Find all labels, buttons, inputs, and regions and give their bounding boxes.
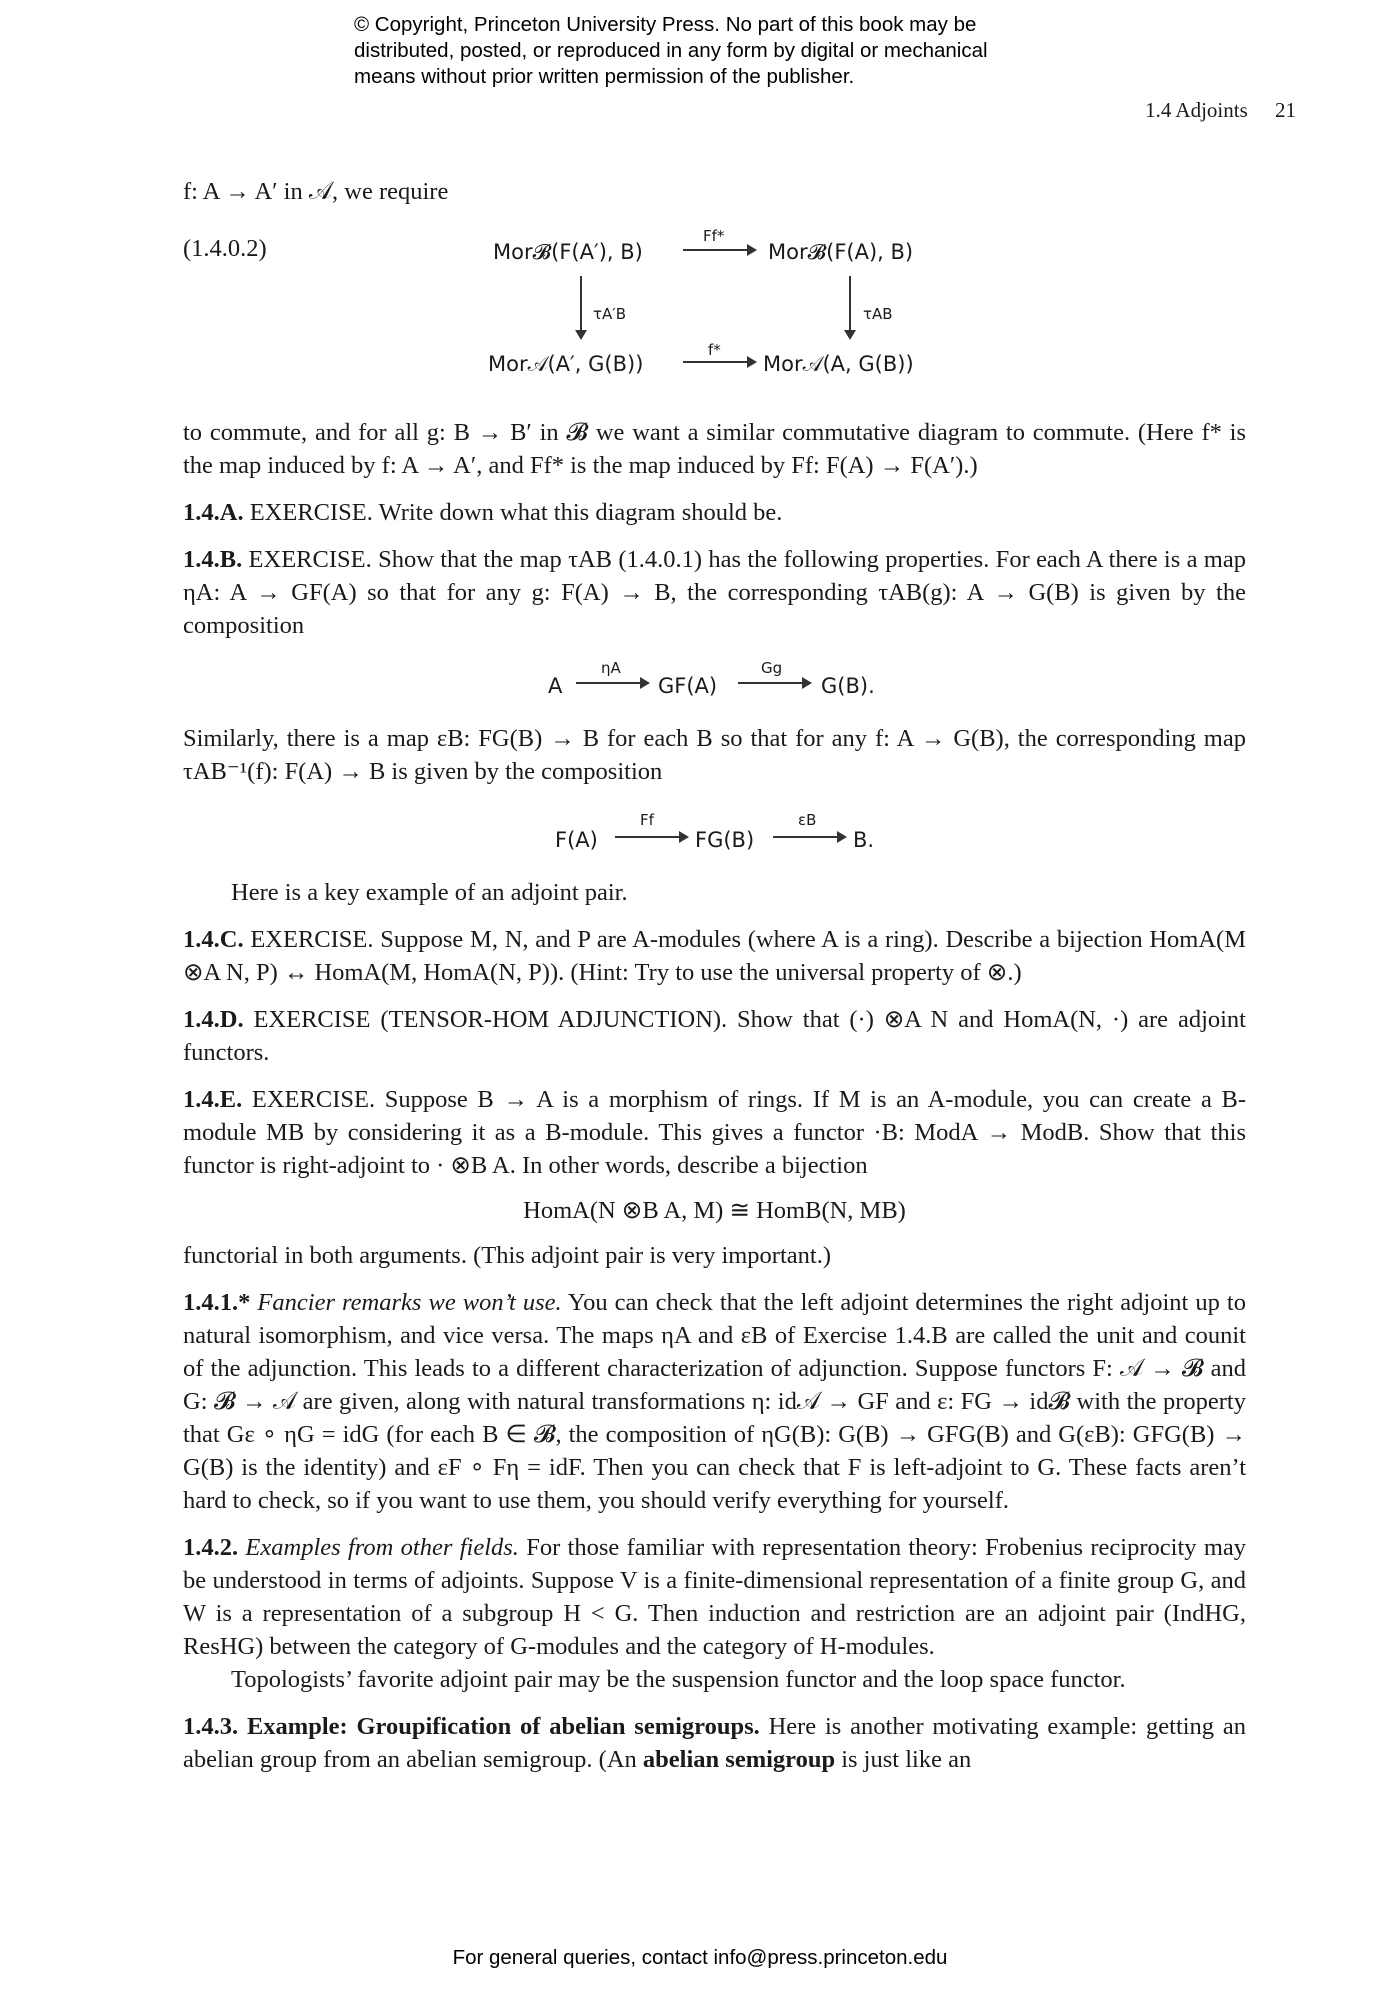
diagram-bottom-right: Mor𝒜(A, G(B)): [763, 352, 914, 376]
chain-arrow-label: Gg: [761, 659, 783, 677]
copyright-line-1: © Copyright, Princeton University Press. No part of this book may be: [354, 13, 977, 36]
section-title: 1.4 Adjoints: [1145, 98, 1248, 122]
composition-chain-2: [183, 802, 1246, 862]
exercise-text: EXERCISE. Suppose B → A is a morphism of rings. If M is an A-module, you can create a B-module MB by considering it as a B-module. This gives a functor ·B: ModA → ModB. Show that this functor is right-adjoint to · ⊗B A. In other words, describe a bijection: [183, 1086, 1246, 1179]
right-arrow: [849, 276, 851, 338]
exercise-text: EXERCISE. Show that the map τAB (1.4.0.1) has the following properties. For each A there is a map ηA: A → GF(A) so that for any g: F(A) → B, the corresponding τAB(g): A → G(B) is given by the composition: [183, 546, 1246, 639]
diagram-top-left: Mor𝓑(F(A′), B): [493, 240, 643, 264]
bold-term: abelian semigroup: [642, 1746, 836, 1773]
exercise-number: 1.4.E.: [183, 1086, 243, 1113]
exercise-1-4-a: [183, 496, 1246, 529]
section-number: 1.4.2.: [183, 1534, 239, 1561]
diagram-top-right: Mor𝓑(F(A), B): [768, 240, 914, 264]
chain-object-b: FG(B): [695, 828, 755, 852]
section-number: 1.4.1.*: [183, 1289, 251, 1316]
exercise-number: 1.4.D.: [183, 1006, 244, 1033]
copyright-line-3: means without prior written permission of the publisher.: [354, 65, 855, 88]
exercise-1-4-b: [183, 543, 1246, 642]
chain-object-b: GF(A): [658, 674, 718, 698]
chain-arrow-label: Ff: [640, 811, 654, 829]
exercise-1-4-c: [183, 923, 1246, 989]
diagram-bottom-left: Mor𝒜(A′, G(B)): [488, 352, 644, 376]
chain-object-c: B.: [853, 828, 875, 852]
section-text: Here is another motivating example: getting an abelian group from an abelian semigroup. (An: [183, 1713, 1246, 1773]
top-arrow-label: Ff*: [703, 227, 725, 245]
right-arrow-label: τAB: [863, 305, 893, 323]
exercise-number: 1.4.B.: [183, 546, 243, 573]
composition-chain-1: [183, 648, 1246, 708]
similarly-paragraph: Similarly, there is a map εB: FG(B) → B for each B so that for any f: A → G(B), the corresponding map τAB⁻¹(f): F(A) → B is given by the composition: [183, 725, 1246, 785]
exercise-1-4-d: [183, 1003, 1246, 1069]
section-1-4-2: [183, 1531, 1246, 1663]
key-example-paragraph: Here is a key example of an adjoint pair.: [231, 879, 628, 906]
section-text: For those familiar with representation theory: Frobenius reciprocity may be understood in terms of adjoints. Suppose V is a finite-dimensional representation of a finite group G, and W is a representation of a subgroup H < G. Then induction and restriction are an adjoint pair (IndHG, ResHG) between the category of G-modules and the category of H-modules.: [183, 1534, 1246, 1660]
left-arrow-label: τA′B: [593, 305, 626, 323]
intro-line: f: A → A′ in 𝒜, we require: [183, 178, 449, 205]
chain-object-a: F(A): [555, 828, 598, 852]
exercise-number: 1.4.C.: [183, 926, 244, 953]
bottom-arrow-label: f*: [708, 341, 721, 359]
exercise-1-4-e: [183, 1083, 1246, 1182]
exercise-text: EXERCISE. Suppose M, N, and P are A-modules (where A is a ring). Describe a bijection HomA(M ⊗A N, P) ↔ HomA(M, HomA(N, P)). (Hint: Try to use the universal property of ⊗.): [183, 926, 1246, 986]
chain-arrow-label: εB: [798, 811, 817, 829]
commute-paragraph: to commute, and for all g: B → B′ in 𝓑 we want a similar commutative diagram to commute. (Here f* is the map induced by f: A → A′, and Ff* is the map induced by Ff: F(A) → F(A′).): [183, 419, 1246, 479]
section-title: Examples from other fields.: [238, 1534, 519, 1561]
exercise-number: 1.4.A.: [183, 499, 244, 526]
section-text: You can check that the left adjoint determines the right adjoint up to natural isomorphism, and vice versa. The maps ηA and εB of Exercise 1.4.B are called the unit and counit of the adjunction. This leads to a different characterization of adjunction. Suppose functors F: 𝒜 → 𝓑 and G: 𝓑 → 𝒜 are given, along with natural transformations η: id𝒜 → GF and ε: FG → id𝓑 with the property that Gε ∘ ηG = idG (for each B ∈ 𝓑, the composition of ηG(B): G(B) → GFG(B) and G(εB): GFG(B) → G(B) is the identity) and εF ∘ Fη = idF. Then you can check that F is left-adjoint to G. These facts aren’t hard to check, so if you want to use them, you should verify everything for yourself.: [183, 1289, 1246, 1514]
section-text-cont: is just like an: [835, 1746, 972, 1773]
chain-object-c: G(B).: [821, 674, 875, 698]
section-title: Fancier remarks we won’t use.: [250, 1289, 562, 1316]
chain-object-a: A: [548, 674, 563, 698]
commutative-diagram: [183, 216, 1246, 406]
page-body: [183, 175, 1246, 1776]
chain-arrow-label: ηA: [601, 659, 621, 677]
left-arrow: [580, 276, 582, 338]
section-1-4-3: [183, 1710, 1246, 1776]
exercise-text: EXERCISE. Write down what this diagram should be.: [243, 499, 783, 526]
exercise-text: EXERCISE (TENSOR-HOM ADJUNCTION). Show that (·) ⊗A N and HomA(N, ·) are adjoint functors.: [183, 1006, 1246, 1066]
section-1-4-1: [183, 1286, 1246, 1517]
footer-contact: For general queries, contact info@press.princeton.edu: [452, 1946, 948, 1969]
section-heading: 1.4.3. Example: Groupification of abelian semigroups.: [183, 1713, 760, 1740]
copyright-notice: [354, 12, 1114, 90]
equation-label: (1.4.0.2): [183, 235, 267, 262]
copyright-line-2: distributed, posted, or reproduced in any form by digital or mechanical: [354, 39, 988, 62]
page-number: 21: [1275, 98, 1296, 122]
hom-bijection-equation: HomA(N ⊗B A, M) ≅ HomB(N, MB): [523, 1197, 906, 1224]
running-head: [1145, 98, 1296, 123]
functorial-paragraph: functorial in both arguments. (This adjoint pair is very important.): [183, 1242, 831, 1269]
topologists-paragraph: Topologists’ favorite adjoint pair may be the suspension functor and the loop space functor.: [231, 1666, 1126, 1693]
